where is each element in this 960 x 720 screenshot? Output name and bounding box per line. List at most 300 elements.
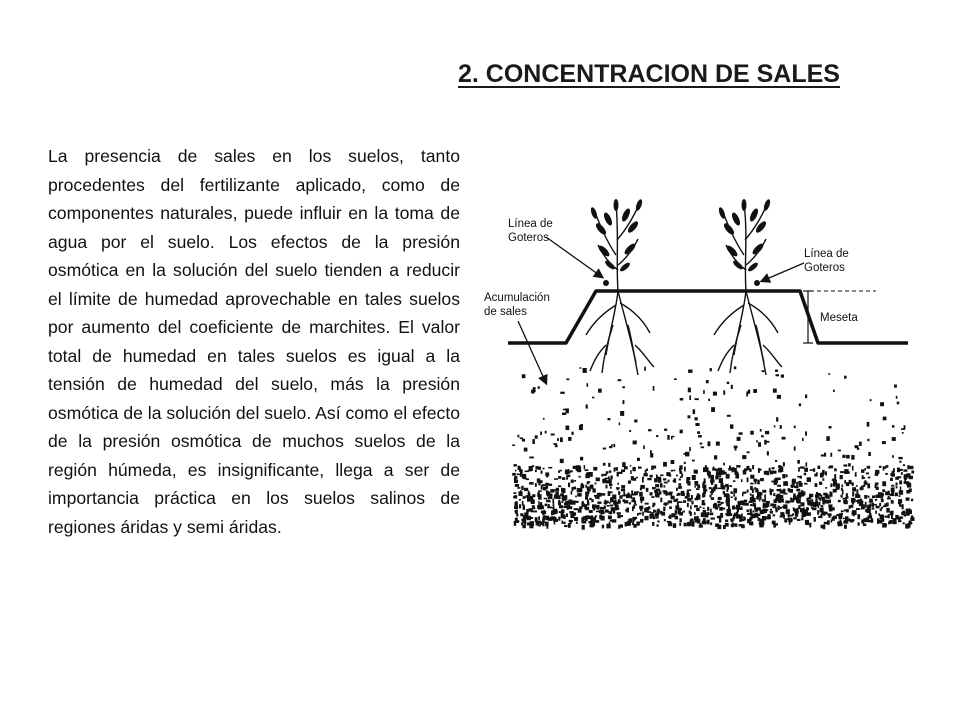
soil-particle [772,467,775,469]
soil-particle [587,502,589,506]
soil-particle [770,492,772,495]
soil-particle [879,466,882,468]
soil-particle [668,480,670,483]
soil-particle [872,495,875,498]
soil-particle [783,481,785,486]
soil-particle [636,522,639,526]
soil-particle [734,513,736,517]
soil-particle [808,497,811,499]
soil-particle [734,446,738,449]
soil-particle [611,444,613,446]
soil-particle [574,501,578,503]
soil-particle [844,376,847,379]
soil-particle [806,462,808,466]
soil-particle [780,492,784,494]
soil-particle [545,483,549,485]
soil-particle [863,504,865,507]
soil-particle [823,493,827,496]
soil-particle [630,470,632,474]
soil-particle [679,518,681,522]
soil-particle [522,374,526,378]
soil-particle [792,479,796,484]
soil-particle [778,498,780,503]
soil-particle [585,485,587,488]
soil-particle [514,476,517,479]
soil-particle [592,522,595,526]
soil-particle [892,455,894,458]
soil-particle [855,445,859,448]
soil-particle [738,508,742,510]
soil-particle [639,513,642,515]
soil-particle [585,469,589,471]
soil-particle [576,518,578,521]
soil-particle [907,465,909,469]
soil-particle [680,398,684,401]
soil-particle [779,466,783,469]
soil-particle [904,478,907,480]
soil-particle [585,492,589,497]
soil-particle [701,446,705,448]
soil-particle [812,502,816,505]
soil-particle [589,472,592,475]
soil-particle [684,523,687,527]
soil-particle [703,503,706,506]
soil-particle [529,508,533,511]
soil-particle [782,437,786,440]
soil-salt-particles [512,366,914,529]
soil-particle [629,430,631,432]
soil-particle [749,468,751,472]
soil-particle [650,492,653,495]
soil-particle [556,488,559,491]
soil-particle [879,493,884,497]
soil-particle [680,430,683,434]
soil-particle [666,472,670,476]
soil-particle [821,455,825,457]
soil-particle [538,490,542,492]
soil-particle [635,504,637,506]
soil-particle [820,508,824,513]
label-salt-accumulation-2: de sales [484,306,527,318]
soil-particle [773,514,776,516]
soil-particle [889,494,891,496]
soil-particle [901,428,905,430]
soil-particle [677,501,679,505]
soil-particle [780,498,784,502]
soil-particle [824,522,828,524]
soil-particle [856,495,860,498]
soil-particle [614,468,616,472]
soil-particle [667,435,669,440]
soil-particle [601,513,603,515]
soil-particle [771,481,775,483]
soil-particle [839,513,843,515]
soil-particle [727,489,729,492]
soil-particle [513,492,516,494]
soil-particle [697,485,700,489]
soil-particle [664,485,666,487]
soil-particle [581,483,583,488]
soil-particle [706,380,709,383]
soil-particle [632,478,634,481]
soil-particle [648,429,652,431]
soil-particle [535,483,537,487]
soil-particle [750,509,752,514]
soil-particle [646,469,648,471]
label-dripline-left-1: Línea de [508,218,553,230]
soil-particle [911,499,913,502]
soil-particle [597,505,600,510]
soil-particle [757,514,759,518]
soil-particle [632,497,635,500]
soil-particle [822,525,825,527]
soil-particle [532,439,535,444]
soil-particle [764,491,766,493]
soil-particle [679,468,681,471]
soil-particle [892,471,895,474]
soil-particle [691,501,693,505]
soil-particle [788,514,790,517]
soil-particle [573,487,576,490]
soil-particle [895,477,899,480]
soil-particle [755,482,757,485]
soil-particle [687,503,689,507]
soil-particle [727,510,730,512]
soil-particle [562,515,566,518]
soil-particle [882,441,886,444]
soil-particle [632,467,635,471]
label-salt-accumulation-1: Acumulación [484,292,550,304]
soil-particle [657,509,660,513]
soil-particle [684,462,686,464]
soil-particle [516,514,518,517]
soil-particle [608,476,610,478]
soil-particle [695,417,698,420]
soil-particle [775,370,778,372]
soil-particle [572,488,574,491]
soil-particle [773,504,776,507]
soil-particle [715,484,717,487]
soil-particle [618,491,620,495]
soil-particle [582,525,585,530]
soil-particle [522,525,526,529]
soil-particle [625,522,627,527]
soil-particle [619,422,621,425]
soil-particle [627,521,631,525]
soil-particle [822,497,825,500]
soil-particle [746,510,749,512]
soil-particle [899,490,903,495]
soil-particle [718,497,722,500]
soil-particle [825,495,829,498]
soil-particle [899,495,901,497]
soil-particle [594,483,596,485]
soil-particle [608,491,611,496]
soil-particle [515,510,518,512]
soil-particle [639,492,643,497]
soil-particle [618,472,622,474]
soil-particle [836,514,838,516]
soil-particle [690,506,692,510]
soil-particle [717,501,720,503]
soil-particle [605,502,607,505]
soil-particle [717,488,721,490]
soil-particle [892,425,894,428]
soil-particle [558,485,561,487]
soil-particle [605,510,608,513]
soil-particle [603,474,606,476]
soil-particle [818,466,821,469]
soil-particle [761,435,764,437]
soil-particle [801,502,805,506]
soil-particle [786,509,790,514]
soil-particle [815,483,818,487]
soil-particle [681,474,683,477]
soil-particle [846,509,849,512]
soil-particle [678,510,681,515]
soil-particle [834,468,837,471]
soil-particle [903,464,905,466]
soil-particle [553,506,555,509]
soil-particle [655,513,659,517]
soil-particle [718,468,722,472]
soil-particle [512,473,516,476]
soil-particle [621,485,625,489]
soil-particle [675,505,679,509]
soil-particle [869,513,871,516]
soil-particle [810,469,814,471]
soil-particle [714,455,717,459]
soil-particle [707,472,711,476]
soil-particle [653,503,656,506]
soil-particle [864,468,866,470]
soil-particle [600,516,604,521]
soil-particle [772,507,776,509]
soil-particle [553,509,557,512]
soil-particle [542,511,546,514]
soil-particle [762,499,766,502]
soil-particle [757,480,760,485]
soil-particle [906,476,910,478]
soil-particle [891,485,894,487]
soil-particle [646,488,649,492]
soil-particle [876,487,879,490]
soil-particle [777,478,780,480]
soil-particle [840,471,844,473]
soil-particle [849,505,851,509]
soil-particle [750,513,752,517]
soil-particle [795,513,798,517]
soil-particle [573,466,576,469]
soil-particle [687,481,690,485]
soil-particle [711,488,714,491]
soil-particle [574,480,576,482]
soil-particle [752,510,754,512]
soil-particle [601,474,603,477]
soil-particle [759,496,761,499]
soil-particle [577,488,581,492]
soil-particle [818,497,821,500]
soil-particle [754,487,756,490]
soil-particle [780,515,783,517]
soil-particle [776,374,780,376]
soil-particle [868,477,871,479]
soil-particle [882,489,885,492]
soil-particle [702,521,706,525]
soil-particle [515,480,518,482]
soil-particle [804,473,807,476]
soil-particle [557,438,559,441]
soil-particle [902,504,904,509]
soil-particle [833,390,835,392]
soil-particle [883,466,886,469]
soil-particle [851,455,854,460]
soil-particle [538,525,541,527]
soil-particle [729,485,732,487]
soil-particle [624,466,628,469]
soil-particle [538,516,540,520]
soil-particle [734,472,738,475]
soil-particle [767,501,769,506]
soil-particle [778,469,782,472]
soil-particle [561,509,565,513]
soil-particle [671,513,675,517]
soil-particle [640,497,644,501]
soil-particle [560,437,563,442]
soil-particle [742,455,746,459]
soil-particle [748,390,750,394]
soil-particle [898,518,901,522]
soil-particle [824,512,828,515]
soil-particle [548,467,552,469]
soil-particle [765,441,769,443]
soil-particle [703,390,705,394]
soil-particle [608,463,610,467]
soil-particle [624,500,629,503]
soil-particle [858,522,860,525]
soil-particle [698,435,702,437]
soil-particle [762,370,765,372]
soil-particle [780,512,784,515]
soil-particle [692,475,696,480]
soil-particle [696,488,700,490]
soil-particle [868,452,871,456]
soil-particle [864,482,868,485]
soil-particle [804,515,807,517]
soil-particle [652,522,654,526]
soil-particle [526,478,529,480]
soil-particle [773,493,775,496]
soil-particle [721,485,725,489]
soil-particle [783,462,785,466]
soil-particle [860,487,864,490]
soil-particle [543,487,547,491]
soil-particle [895,515,898,520]
soil-particle [660,474,663,476]
soil-particle [532,505,535,507]
soil-particle [554,478,558,480]
soil-particle [562,496,565,499]
soil-particle [747,451,750,453]
soil-particle [566,501,569,504]
soil-particle [828,466,830,468]
label-dripline-left-2: Goteros [508,232,549,244]
soil-particle [699,525,703,528]
soil-particle [711,407,715,412]
soil-particle [786,474,788,477]
soil-particle [844,525,847,529]
soil-particle [676,488,678,491]
soil-particle [758,468,760,473]
soil-particle [689,395,691,400]
soil-particle [711,518,715,520]
soil-particle [633,441,637,445]
soil-particle [710,491,714,493]
soil-particle [608,418,611,420]
soil-particle [639,506,643,510]
soil-particle [524,488,528,491]
soil-particle [770,471,773,475]
soil-particle [752,465,754,469]
soil-particle [707,520,710,525]
soil-particle [634,492,638,496]
soil-particle [719,507,723,511]
soil-particle [664,519,666,521]
soil-particle [762,516,766,521]
soil-particle [773,389,777,393]
soil-particle [763,505,766,509]
soil-particle [728,506,730,510]
soil-particle [656,435,658,437]
soil-particle [529,482,534,485]
soil-particle [851,519,855,521]
soil-particle [610,505,613,507]
soil-particle [597,502,601,504]
soil-particle [727,382,730,384]
soil-particle [515,470,517,472]
soil-particle [789,489,793,493]
soil-particle [892,437,896,441]
soil-particle [632,522,634,526]
soil-particle [741,517,745,519]
soil-particle [767,514,770,518]
soil-particle [556,495,560,499]
plant-right [714,199,782,375]
soil-particle [906,490,910,494]
soil-particle [807,512,811,516]
soil-particle [820,483,822,485]
soil-particle [838,450,841,452]
soil-particle [584,507,587,510]
soil-particle [737,437,741,441]
soil-particle [642,512,644,516]
soil-particle [545,431,547,434]
soil-particle [710,368,712,371]
soil-particle [560,459,564,463]
soil-particle [833,507,835,510]
soil-particle [713,392,717,396]
soil-particle [673,470,675,472]
soil-particle [794,486,798,488]
soil-particle [885,516,889,518]
soil-particle [832,517,835,521]
soil-particle [841,495,843,498]
soil-particle [870,399,872,401]
soil-particle [641,485,645,489]
soil-particle [692,460,695,462]
soil-particle [637,513,639,516]
soil-particle [819,502,821,506]
